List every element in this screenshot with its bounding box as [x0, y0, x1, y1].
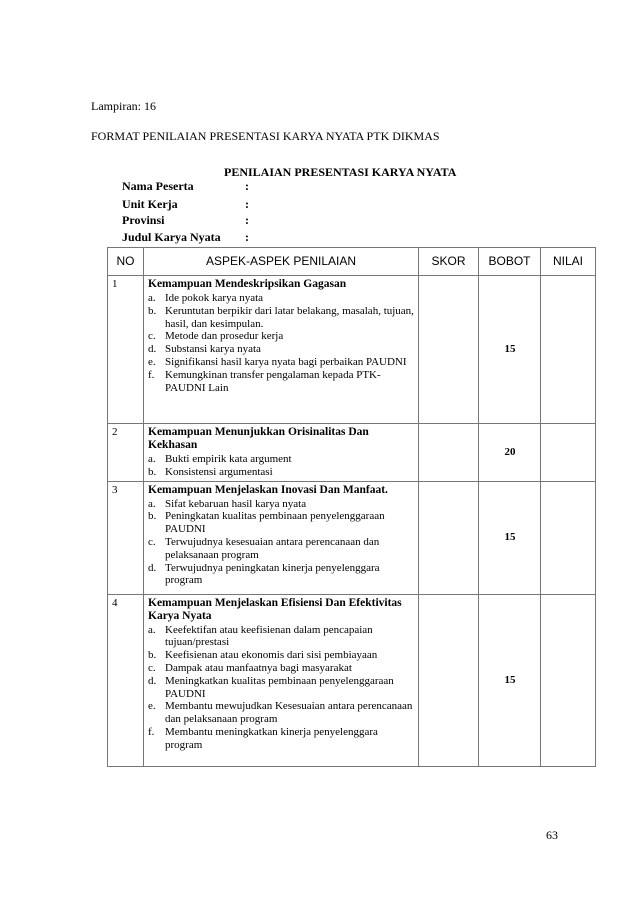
identity-row-participant-name: [122, 179, 249, 194]
table-header-row: [108, 248, 596, 276]
identity-label: Nama Peserta: [122, 179, 194, 193]
list-item: d. Meningkatkan kualitas pembinaan penyelenggaraan PAUDNI: [148, 674, 394, 700]
nilai-cell[interactable]: [541, 594, 596, 766]
identity-separator: :: [245, 230, 249, 244]
row-number: 1: [108, 276, 144, 424]
list-item: a. Bukti empirik kata argument: [148, 453, 292, 465]
table-row: [108, 276, 596, 424]
bobot-value: 15: [479, 594, 541, 766]
list-item: b. Keefisienan atau ekonomis dari sisi pembiayaan: [148, 649, 378, 662]
format-title: FORMAT PENILAIAN PRESENTASI KARYA NYATA PTK DIKMAS: [91, 129, 440, 143]
identity-separator: :: [245, 179, 249, 193]
table-row: [108, 594, 596, 766]
form-heading: PENILAIAN PRESENTASI KARYA NYATA: [224, 165, 457, 179]
list-item: c. Terwujudnya kesesuaian antara perencanaan dan pelaksanaan program: [148, 535, 380, 561]
nilai-cell[interactable]: [541, 276, 596, 424]
identity-separator: :: [245, 197, 249, 211]
identity-label: Unit Kerja: [122, 197, 178, 211]
header-skor: SKOR: [419, 248, 479, 276]
aspect-cell: [144, 276, 419, 424]
list-item: a. Keefektifan atau keefisienan dalam pencapaian tujuan/prestasi: [148, 623, 373, 649]
aspect-title: Kemampuan Menjelaskan Inovasi Dan Manfaat.: [148, 483, 388, 496]
list-item: b. Peningkatan kualitas pembinaan penyelenggaraan PAUDNI: [148, 510, 385, 536]
aspect-title: Kemampuan Menunjukkan Orisinalitas Dan Kekhasan: [148, 426, 369, 451]
attachment-label: Lampiran: 16: [91, 99, 156, 113]
list-item: d. Terwujudnya peningkatan kinerja penyelenggara program: [148, 561, 380, 587]
skor-cell[interactable]: [419, 594, 479, 766]
aspect-items: [148, 292, 415, 394]
list-item: f. Kemungkinan transfer pengalaman kepada PTK-PAUDNI Lain: [148, 368, 381, 394]
list-item: a. Ide pokok karya nyata: [148, 292, 264, 304]
identity-row-work-title: [122, 230, 249, 245]
aspect-items: [148, 498, 415, 588]
header-bobot: BOBOT: [479, 248, 541, 276]
list-item: b. Konsistensi argumentasi: [148, 465, 273, 478]
table-row: [108, 424, 596, 482]
bobot-value: 20: [479, 424, 541, 482]
header-nilai: NILAI: [541, 248, 596, 276]
identity-row-province: [122, 213, 249, 228]
list-item: e. Membantu mewujudkan Kesesuaian antara perencanaan dan pelaksanaan program: [148, 700, 413, 726]
bobot-value: 15: [479, 276, 541, 424]
list-item: a. Sifat kebaruan hasil karya nyata: [148, 497, 307, 510]
assessment-table: [107, 247, 596, 767]
skor-cell[interactable]: [419, 481, 479, 594]
bobot-value: 15: [479, 481, 541, 594]
identity-separator: :: [245, 213, 249, 227]
row-number: 4: [108, 594, 144, 766]
aspect-cell: [144, 594, 419, 766]
aspect-cell: [144, 481, 419, 594]
table-row: [108, 481, 596, 594]
header-no: NO: [108, 248, 144, 276]
identity-row-work-unit: [122, 197, 249, 212]
page-number: 63: [546, 828, 558, 842]
header-aspek: ASPEK-ASPEK PENILAIAN: [144, 248, 419, 276]
list-item: c. Metode dan prosedur kerja: [148, 330, 284, 343]
row-number: 3: [108, 481, 144, 594]
skor-cell[interactable]: [419, 424, 479, 482]
list-item: d. Substansi karya nyata: [148, 343, 261, 356]
nilai-cell[interactable]: [541, 481, 596, 594]
row-number: 2: [108, 424, 144, 482]
list-item: e. Signifikansi hasil karya nyata bagi perbaikan PAUDNI: [148, 355, 407, 368]
list-item: f. Membantu meningkatkan kinerja penyelenggara program: [148, 725, 378, 751]
aspect-title: Kemampuan Menjelaskan Efisiensi Dan Efektivitas Karya Nyata: [148, 596, 402, 622]
identity-label: Provinsi: [122, 213, 165, 227]
list-item: c. Dampak atau manfaatnya bagi masyarakat: [148, 661, 352, 674]
identity-label: Judul Karya Nyata: [122, 230, 221, 244]
nilai-cell[interactable]: [541, 424, 596, 482]
aspect-items: [148, 624, 415, 752]
aspect-title: Kemampuan Mendeskripsikan Gagasan: [148, 278, 347, 290]
aspect-cell: [144, 424, 419, 482]
list-item: b. Keruntutan berpikir dari latar belakang, masalah, tujuan, hasil, dan kesimpulan.: [148, 304, 414, 330]
skor-cell[interactable]: [419, 276, 479, 424]
aspect-items: [148, 453, 415, 479]
